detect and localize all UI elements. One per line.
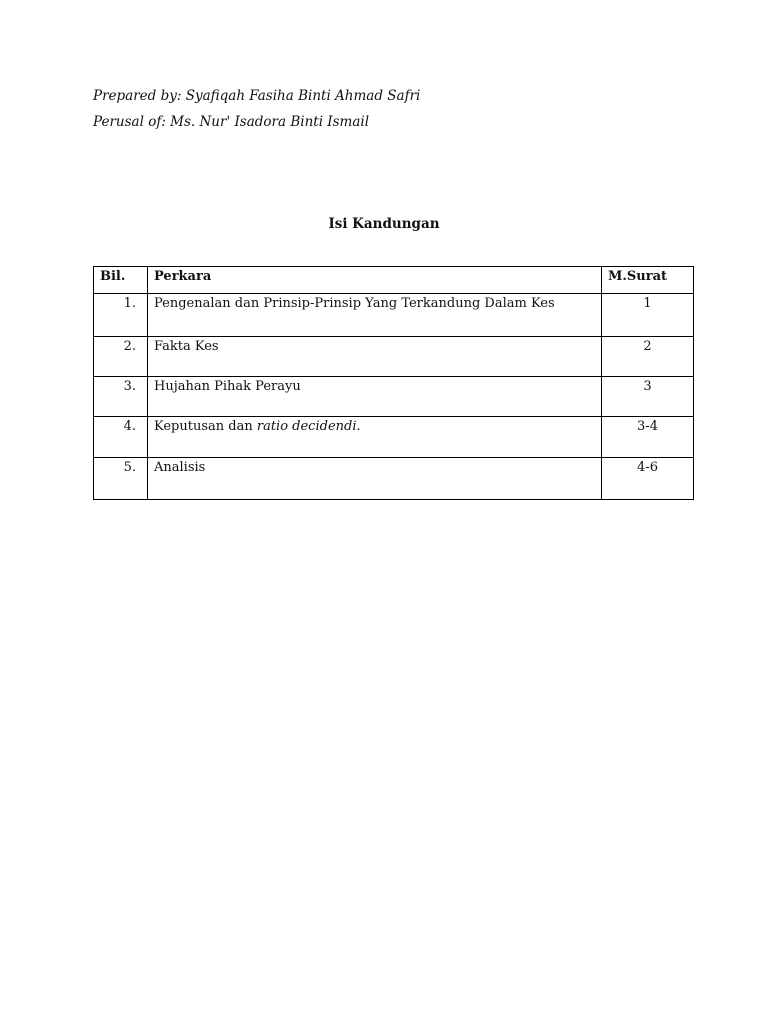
table-row bbox=[94, 377, 694, 417]
row-item bbox=[148, 294, 602, 337]
row-item-text: Keputusan dan bbox=[154, 419, 257, 434]
toc-title: Isi Kandungan bbox=[328, 216, 440, 232]
row-number: 4. bbox=[94, 417, 148, 458]
column-header-perkara: Perkara bbox=[148, 267, 602, 294]
row-item-text: Pengenalan dan Prinsip-Prinsip Yang Terkandung Dalam Kes bbox=[154, 296, 555, 311]
row-number: 5. bbox=[94, 458, 148, 500]
table-row bbox=[94, 417, 694, 458]
table-of-contents bbox=[93, 266, 694, 500]
row-item bbox=[148, 337, 602, 377]
row-item-text: Analisis bbox=[154, 460, 206, 475]
row-item bbox=[148, 458, 602, 500]
row-item-text: Hujahan Pihak Perayu bbox=[154, 379, 301, 394]
row-page: 2 bbox=[602, 337, 694, 377]
row-page: 3-4 bbox=[602, 417, 694, 458]
table-row bbox=[94, 337, 694, 377]
column-header-bil: Bil. bbox=[94, 267, 148, 294]
row-number: 1. bbox=[94, 294, 148, 337]
table-header-row bbox=[94, 267, 694, 294]
row-item-italic-text: ratio decidendi. bbox=[256, 419, 361, 434]
prepared-by-line: Prepared by: Syafiqah Fasiha Binti Ahmad Safri bbox=[93, 88, 421, 104]
row-page: 1 bbox=[602, 294, 694, 337]
row-page: 4-6 bbox=[602, 458, 694, 500]
row-number: 3. bbox=[94, 377, 148, 417]
row-number: 2. bbox=[94, 337, 148, 377]
row-item bbox=[148, 377, 602, 417]
row-page: 3 bbox=[602, 377, 694, 417]
perusal-of-line: Perusal of: Ms. Nur' Isadora Binti Ismail bbox=[93, 114, 370, 130]
table-row bbox=[94, 294, 694, 337]
table-row bbox=[94, 458, 694, 500]
row-item bbox=[148, 417, 602, 458]
row-item-text: Fakta Kes bbox=[154, 339, 219, 354]
column-header-msurat: M.Surat bbox=[602, 267, 694, 294]
